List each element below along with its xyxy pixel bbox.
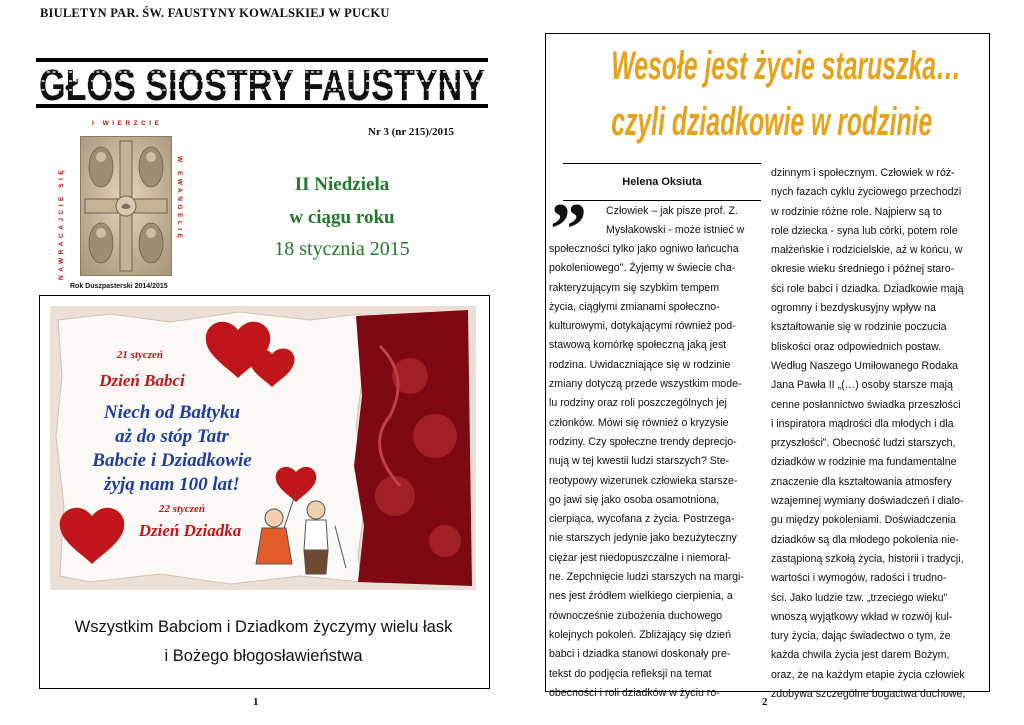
text-line: Jana Pawła II „(…) osoby starsze mają: [771, 379, 953, 392]
card-wish-line-2: aż do stóp Tatr: [115, 426, 229, 447]
text-line: dziadków w rodzinie ma fundamentalne: [771, 456, 957, 469]
text-line: kształtowanie się w rodzinie poczucia: [771, 321, 947, 334]
text-line: lu rodziny oraz roli poszczególnych jej: [549, 397, 727, 410]
text-line: wartości i wymogów, radości i trudno-: [771, 572, 947, 585]
text-line: Człowiek – jak pisze prof. Z.: [606, 205, 738, 217]
emblem-top-text: I WIERZCIE: [92, 120, 163, 127]
text-line: społeczności tylko jako ogniwo łańcucha: [549, 243, 739, 255]
greeting-card-image: [50, 306, 476, 590]
author-rule-top: [563, 163, 761, 164]
text-line: przyszłości". Obecność ludzi starszych,: [771, 437, 956, 450]
text-line: rodziny. Czy społeczne trendy deprecjo-: [549, 435, 737, 448]
text-line: kulturowymi, dotykającymi również pod-: [549, 320, 736, 333]
article-title-line-2: czyli dziadkowie w rodzinie: [611, 100, 933, 144]
text-line: znaczenie dla kształtowania atmosfery: [771, 475, 952, 488]
text-line: cenne posłannictwo świadka przeszłości: [771, 398, 961, 411]
text-line: każda chwila życia jest darem Bożym,: [771, 649, 950, 662]
sunday-subtitle: w ciągu roku: [289, 207, 395, 228]
text-line: równocześnie zubożenia duchowego: [549, 609, 723, 622]
masthead-title: [36, 56, 488, 110]
text-line: rakteryzującym się szybkim tempem: [549, 281, 720, 294]
text-line: babci i dziadka stanowi doskonały pre-: [549, 648, 731, 661]
page-number-right: 2: [762, 696, 768, 708]
wish-line-2: i Bożego błogosławieństwa: [164, 647, 363, 665]
text-line: nes jest źródłem wielkiego cierpienia, a: [549, 590, 733, 603]
card-wish-line-1: Niech od Bałtyku: [103, 402, 241, 423]
article-column-1-intro: [606, 202, 766, 241]
card-wish-line-4: żyją nam 100 lat!: [104, 474, 240, 495]
issue-number: Nr 3 (nr 215)/2015: [368, 126, 455, 138]
text-line: nują w tej kwestii ludzi starszych? Ste-: [549, 455, 730, 468]
text-line: nych fazach cyklu życiowego przechodzi: [771, 186, 962, 199]
text-line: członków. Mówi się również o kryzysie: [549, 416, 729, 429]
sunday-title: II Niedziela: [294, 174, 390, 195]
article-column-2: [771, 164, 983, 704]
text-line: okresie wieku średniego i późnej staro-: [771, 263, 955, 276]
text-line: zastąpioną szkołą życia, historii i tradycji,: [771, 552, 964, 565]
text-line: życia, ciągłymi zmianami społeczno-: [549, 300, 720, 313]
article-title-line-1: Wesołe jest życie staruszka…: [611, 44, 961, 88]
emblem-right-text: W EWANGELIĘ: [176, 156, 183, 242]
card-day-1: Dzień Babci: [99, 371, 185, 390]
text-line: małżeńskie i rodzicielskie, aż w końcu, w: [771, 244, 963, 257]
svg-text:GŁOS SIOSTRY FAUSTYNY: GŁOS SIOSTRY FAUSTYNY: [39, 61, 485, 110]
text-line: pokoleniowego". Żyjemy w świecie cha-: [549, 262, 736, 275]
card-date-2: 22 styczeń: [158, 503, 206, 515]
text-line: ści. Jako ludzie tzw. „trzeciego wieku": [771, 591, 948, 604]
text-line: role dziecka - syna lub córki, potem role: [771, 224, 958, 237]
carved-relief-image: [80, 136, 172, 276]
wish-line-1: Wszystkim Babciom i Dziadkom życzymy wielu łask: [74, 618, 453, 636]
text-line: zmiany dotyczą przede wszystkim mode-: [549, 378, 742, 391]
bulletin-header: BIULETYN PAR. ŚW. FAUSTYNY KOWALSKIEJ W PUCKU: [40, 6, 390, 20]
text-line: ciężar jest niedopuszczalne i niemoral-: [549, 551, 731, 564]
text-line: wnoszą wyjątkowy wkład w rozwój kul-: [771, 610, 953, 623]
text-line: oraz, że na każdym etapie życia człowiek: [771, 668, 965, 681]
text-line: tury życia, dając świadectwo o tym, że: [771, 630, 951, 643]
text-line: nie starszych jedynie jako bezużyteczny: [549, 532, 737, 545]
quote-mark: ”: [550, 189, 587, 271]
article-column-1: [549, 240, 765, 703]
text-line: go jawi się jako osoba osamotniona,: [549, 493, 720, 506]
text-line: ne. Zepchnięcie ludzi starszych na margi-: [549, 571, 744, 584]
text-line: Mysłakowski - może istnieć w: [606, 224, 745, 237]
page-number-left: 1: [253, 696, 259, 708]
card-date-1: 21 styczeń: [116, 349, 164, 361]
text-line: tekst do podjęcia refleksji na temat: [549, 667, 712, 680]
article-author: Helena Oksiuta: [622, 176, 702, 188]
text-line: zdobywa szczególne bogactwa duchowe,: [771, 688, 966, 701]
text-line: reotypowy wizerunek człowieka starsze-: [549, 474, 738, 487]
text-line: rodzina. Uwidaczniające się w rodzinie: [549, 358, 731, 371]
text-line: dzinnym i społecznym. Człowiek w róż-: [771, 167, 955, 179]
card-day-2: Dzień Dziadka: [138, 521, 242, 540]
text-line: ści role babci i dziadka. Dziadkowie mają: [771, 282, 964, 295]
text-line: dziadków są dla młodego pokolenia nie-: [771, 533, 959, 546]
text-line: cierpiąca, wycofana z życia. Postrzega-: [549, 513, 735, 526]
text-line: bliskości oraz odpowiednich postaw.: [771, 340, 942, 353]
text-line: obecności i roli dziadków w życiu ro-: [549, 686, 720, 699]
card-wish-line-3: Babcie i Dziadkowie: [92, 450, 252, 471]
text-line: w rodzinie różne role. Najpierw są to: [771, 205, 942, 218]
emblem-left-text: NAWRACAJCIE SIĘ: [58, 166, 65, 280]
text-line: i inspiratora mądrości dla młodych i dla: [771, 417, 954, 430]
text-line: gu między pokoleniami. Doświadczenia: [771, 514, 956, 527]
masthead: [36, 56, 488, 110]
text-line: wzajemnej wymiany doświadczeń i dialo-: [771, 495, 964, 508]
text-line: Według Naszego Umiłowanego Rodaka: [771, 359, 959, 372]
text-line: kolejnych pokoleń. Zbliżający się dzień: [549, 628, 731, 641]
author-rule-bottom: [563, 200, 761, 201]
sunday-date: 18 stycznia 2015: [274, 238, 410, 260]
text-line: stawową komórkę społeczną jaką jest: [549, 339, 727, 352]
text-line: ogromny i bezdyskusyjny wpływ na: [771, 302, 936, 315]
emblem-caption: Rok Duszpasterski 2014/2015: [70, 283, 168, 290]
